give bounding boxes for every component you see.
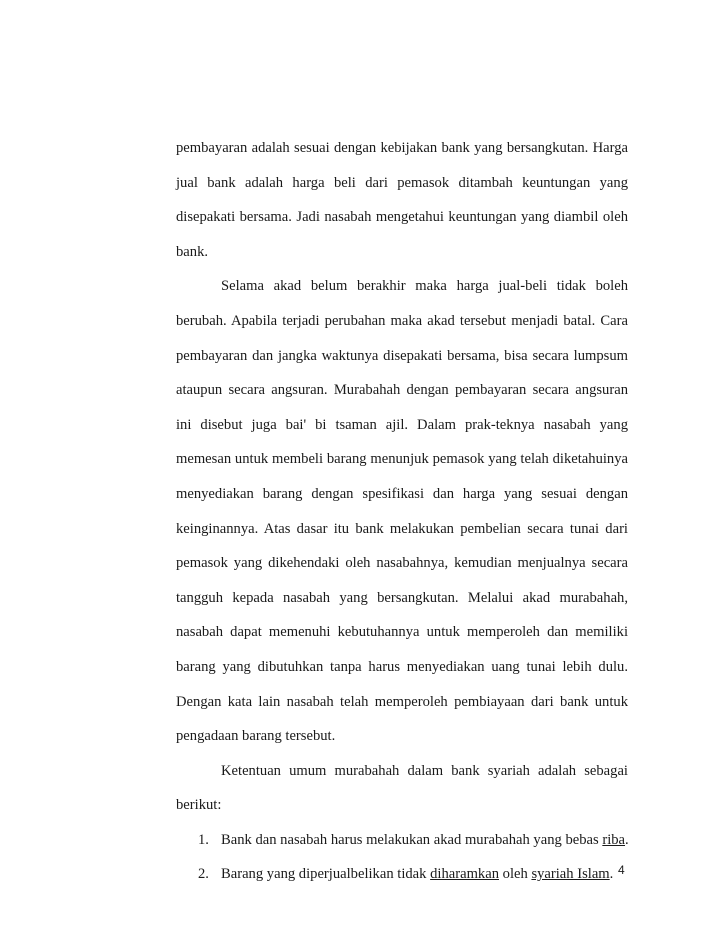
list-item-punctuation: . — [609, 866, 614, 883]
list-item — [176, 823, 628, 858]
list-item-number: 1. — [198, 831, 209, 848]
link-syariah-islam[interactable]: syariah Islam — [531, 866, 610, 883]
ketentuan-list — [176, 823, 628, 892]
paragraph-ketentuan: Ketentuan umum murabahah dalam bank syariah adalah sebagai berikut: — [176, 762, 628, 814]
list-item-text: Bank dan nasabah harus melakukan akad murabahah yang bebas — [221, 831, 603, 848]
list-item-text-middle: oleh — [499, 866, 532, 883]
list-item-punctuation: . — [625, 831, 629, 848]
list-item-text: Barang yang diperjualbelikan tidak — [221, 866, 431, 883]
paragraph-continuation: pembayaran adalah sesuai dengan kebijakan bank yang bersangkutan. Harga jual bank adalah harga beli dari pemasok ditambah keuntungan yang disepakati bersama. Jadi nasabah mengetahui keuntungan yang diambil oleh bank. — [176, 140, 628, 260]
page-number: 4 — [618, 863, 625, 877]
list-item — [176, 857, 628, 892]
body-text — [176, 131, 628, 892]
link-diharamkan[interactable]: diharamkan — [430, 866, 499, 883]
link-riba[interactable]: riba — [602, 831, 626, 848]
list-item-number: 2. — [198, 866, 209, 883]
paragraph-akad: Selama akad belum berakhir maka harga jual-beli tidak boleh berubah. Apabila terjadi perubahan maka akad tersebut menjadi batal. Cara pembayaran dan jangka waktunya disepakati bersama, bisa secara lumpsum ataupun secara angsuran. Murabahah dengan pembayaran secara angsuran ini disebut juga bai' bi tsaman ajil. Dalam prak-teknya nasabah yang memesan untuk membeli barang menunjuk pemasok yang telah diketahuinya menyediakan barang dengan spesifikasi dan harga yang sesuai dengan keinginannya. Atas dasar itu bank melakukan pembelian secara tunai dari pemasok yang dikehendaki oleh nasabahnya, kemudian menjualnya secara tangguh kepada nasabah yang bersangkutan. Melalui akad murabahah, nasabah dapat memenuhi kebutuhannya untuk memperoleh dan memiliki barang yang dibutuhkan tanpa harus menyediakan uang tunai lebih dulu. Dengan kata lain nasabah telah memperoleh pembiayaan dari bank untuk pengadaan barang tersebut. — [176, 278, 628, 745]
